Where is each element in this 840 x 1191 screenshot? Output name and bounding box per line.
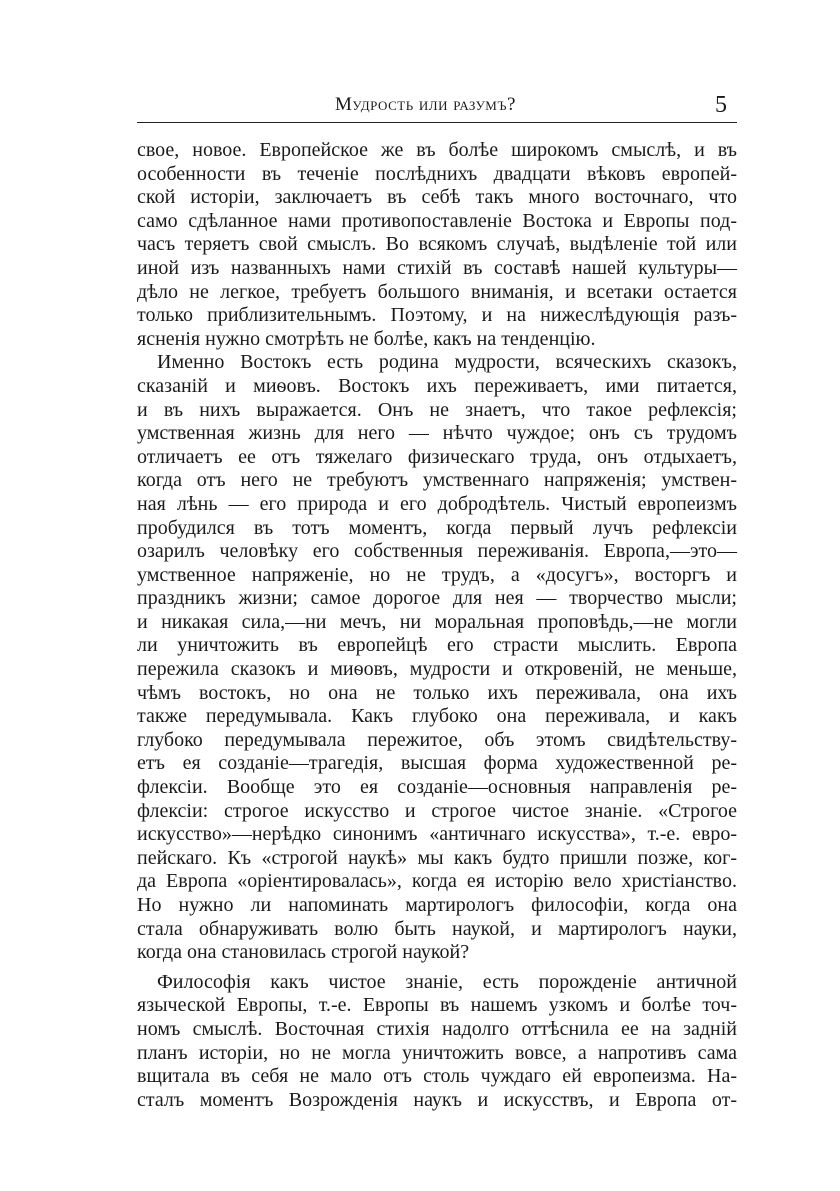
paragraph xyxy=(137,351,737,964)
text-line: ли уничтожить въ европейцѣ его страсти мыслить. Европа xyxy=(137,634,737,657)
text-line: ная лѣнь — его природа и его добродѣтель. Чистый европеизмъ xyxy=(137,492,737,515)
text-line: языческой Европы, т.-е. Европы въ нашемъ узкомъ и болѣе точ- xyxy=(137,994,737,1017)
text-line: отличаетъ ее отъ тяжелаго физическаго труда, онъ отдыхаетъ, xyxy=(137,445,737,468)
text-line: флексіи: строгое искусство и строгое чистое знаніе. «Строгое xyxy=(137,799,737,822)
text-line: умственное напряженіе, но не трудъ, а «досугъ», восторгъ и xyxy=(137,563,737,586)
text-line: также передумывала. Какъ глубоко она переживала, и какъ xyxy=(137,705,737,728)
text-line: праздникъ жизни; самое дорогое для нея — творчество мысли; xyxy=(137,587,737,610)
text-line: когда отъ него не требуютъ умственнаго напряженія; умствен- xyxy=(137,469,737,492)
text-line: Философія какъ чистое знаніе, есть порожденіе античной xyxy=(157,970,737,993)
body-text xyxy=(137,139,737,1112)
text-line: флексіи. Вообще это ея созданіе—основныя направленія ре- xyxy=(137,776,737,799)
text-line: пейскаго. Къ «строгой наукѣ» мы какъ будто пришли позже, ког- xyxy=(137,846,737,869)
text-line: вщитала въ себя не мало отъ столь чуждаго ей европеизма. На- xyxy=(137,1065,737,1088)
header-rule xyxy=(137,122,737,123)
text-line: етъ ея созданіе—трагедія, высшая форма художественной ре- xyxy=(137,752,737,775)
text-line: Но нужно ли напоминать мартирологъ философіи, когда она xyxy=(137,894,737,916)
text-line: иной изъ названныхъ нами стихій въ составѣ нашей культуры— xyxy=(137,256,737,279)
text-line: умственная жизнь для него — нѣчто чуждое; онъ съ трудомъ xyxy=(137,422,737,445)
text-line: свое, новое. Европейское же въ болѣе широкомъ смыслѣ, и въ xyxy=(137,139,737,161)
text-line: стала обнаруживать волю быть наукой, и мартирологъ науки, xyxy=(137,917,737,940)
text-line: ясненія нужно смотрѣть не болѣе, какъ на тенденцію. xyxy=(137,327,596,350)
text-line: сказаній и миѳовъ. Востокъ ихъ переживаетъ, ими питается, xyxy=(137,374,737,397)
text-line: чѣмъ востокъ, но она не только ихъ переживала, она ихъ xyxy=(137,681,737,704)
paragraph xyxy=(137,971,737,1113)
text-line: ской исторіи, заключаетъ въ себѣ такъ много восточнаго, что xyxy=(137,186,737,209)
text-line: глубоко передумывала пережитое, объ этомъ свидѣтельству- xyxy=(137,728,737,751)
text-line: и въ нихъ выражается. Онъ не знаетъ, что такое рефлексія; xyxy=(137,398,737,421)
paragraph xyxy=(137,139,737,351)
text-line: пережила сказокъ и миѳовъ, мудрости и откровеній, не меньше, xyxy=(137,658,737,681)
running-title: Мудрость или разумъ? xyxy=(335,94,516,115)
text-line: номъ смыслѣ. Восточная стихія надолго оттѣснила ее на задній xyxy=(137,1017,737,1040)
text-line: озарилъ человѣку его собственныя переживанія. Европа,—это— xyxy=(137,540,737,563)
text-line: само сдѣланное нами противопоставленіе Востока и Европы под- xyxy=(137,209,737,232)
text-line: Именно Востокъ есть родина мудрости, всяческихъ сказокъ, xyxy=(157,351,737,374)
page-number: 5 xyxy=(715,92,727,118)
text-line: искусство»—нерѣдко синонимъ «античнаго искусства», т.-е. евро- xyxy=(137,823,737,846)
text-line: и никакая сила,—ни мечъ, ни моральная проповѣдь,—не могли xyxy=(137,610,737,633)
text-line: когда она становилась строгой наукой? xyxy=(137,941,470,964)
text-line: часъ теряетъ свой смыслъ. Во всякомъ случаѣ, выдѣленіе той или xyxy=(137,233,737,256)
text-line: дѣло не легкое, требуетъ большого вниманія, и всетаки остается xyxy=(137,280,737,303)
text-line: да Европа «оріентировалась», когда ея исторію вело христіанство. xyxy=(137,870,737,893)
text-line: только приблизительнымъ. Поэтому, и на нижеслѣдующія разъ- xyxy=(137,304,737,327)
text-line: планъ исторіи, но не могла уничтожить вовсе, а напротивъ сама xyxy=(137,1041,737,1064)
running-head xyxy=(137,94,737,124)
text-line: сталъ моментъ Возрожденія наукъ и искусствъ, и Европа от- xyxy=(137,1088,737,1111)
text-line: пробудился въ тотъ моментъ, когда первый лучъ рефлексіи xyxy=(137,516,737,539)
text-line: особенности въ теченіе послѣднихъ двадцати вѣковъ европей- xyxy=(137,162,737,185)
